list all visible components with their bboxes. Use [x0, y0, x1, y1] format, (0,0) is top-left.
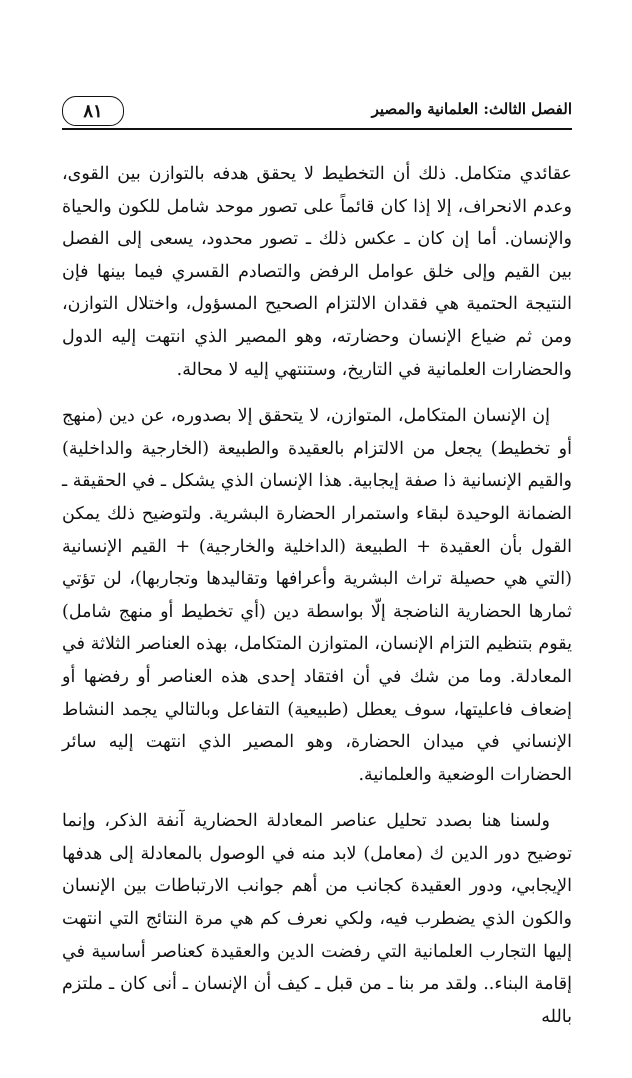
- page-number: ٨١: [62, 96, 124, 126]
- paragraph-3: ولسنا هنا بصدد تحليل عناصر المعادلة الحضارية آنفة الذكر، وإنما توضيح دور الدين ك (معامل) لابد منه في الوصول بالمعادلة إلى هدفها الإيجابي، ودور العقيدة كجانب من أهم جوانب الارتباطات بين الإنسان والكون الذي يضطرب فيه، ولكي نعرف كم هي مرة النتائج التي انتهت إليها التجارب العلمانية التي رفضت الدين والعقيدة كعناصر أساسية في إقامة البناء.. ولقد مر بنا ـ من قبل ـ كيف أن الإنسان ـ أنى كان ـ ملتزم بالله: [62, 811, 572, 1027]
- running-head: الفصل الثالث: العلمانية والمصير: [371, 100, 572, 118]
- header-divider: [62, 128, 572, 130]
- paragraph-1: عقائدي متكامل. ذلك أن التخطيط لا يحقق هدفه بالتوازن بين القوى، وعدم الانحراف، إلا إذا كان قائماً على تصور موحد شامل للكون والحياة والإنسان. أما إن كان ـ عكس ذلك ـ تصور محدود، يسعى إلى الفصل بين القيم وإلى خلق عوامل الرفض والتصادم القسري فيما بينها فإن النتيجة الحتمية هي فقدان الالتزام الصحيح المسؤول، واختلال التوازن، ومن ثم ضياع الإنسان وحضارته، وهو المصير الذي انتهت إليه الدول والحضارات العلمانية في التاريخ، وستنتهي إليه لا محالة.: [62, 164, 572, 380]
- body-text: [62, 158, 572, 1047]
- paragraph-2: إن الإنسان المتكامل، المتوازن، لا يتحقق إلا بصدوره، عن دين (منهج أو تخطيط) يجعل من الالتزام بالعقيدة والطبيعة (الخارجية والداخلية) والقيم الإنسانية ذا صفة إيجابية. هذا الإنسان الذي يشكل ـ في الحقيقة ـ الضمانة الوحيدة لبقاء واستمرار الحضارة البشرية. ولتوضيح ذلك يمكن القول بأن العقيدة + الطبيعة (الداخلية والخارجية) + القيم الإنسانية (التي هي حصيلة تراث البشرية وأعرافها وتقاليدها وتجاربها)، لن تؤتي ثمارها الحضارية الناضجة إلّا بواسطة دين (أي تخطيط أو منهج شامل) يقوم بتنظيم التزام الإنسان، المتوازن المتكامل، بهذه العناصر الثلاثة في المعادلة. وما من شك في أن افتقاد إحدى هذه العناصر أو رفضها أو إضعاف فاعليتها، سوف يعطل (طبيعية) التفاعل وبالتالي يجمد النشاط الإنساني في ميدان الحضارة، وهو المصير الذي انتهت إليه سائر الحضارات الوضعية والعلمانية.: [62, 406, 572, 785]
- page-header: [62, 96, 572, 130]
